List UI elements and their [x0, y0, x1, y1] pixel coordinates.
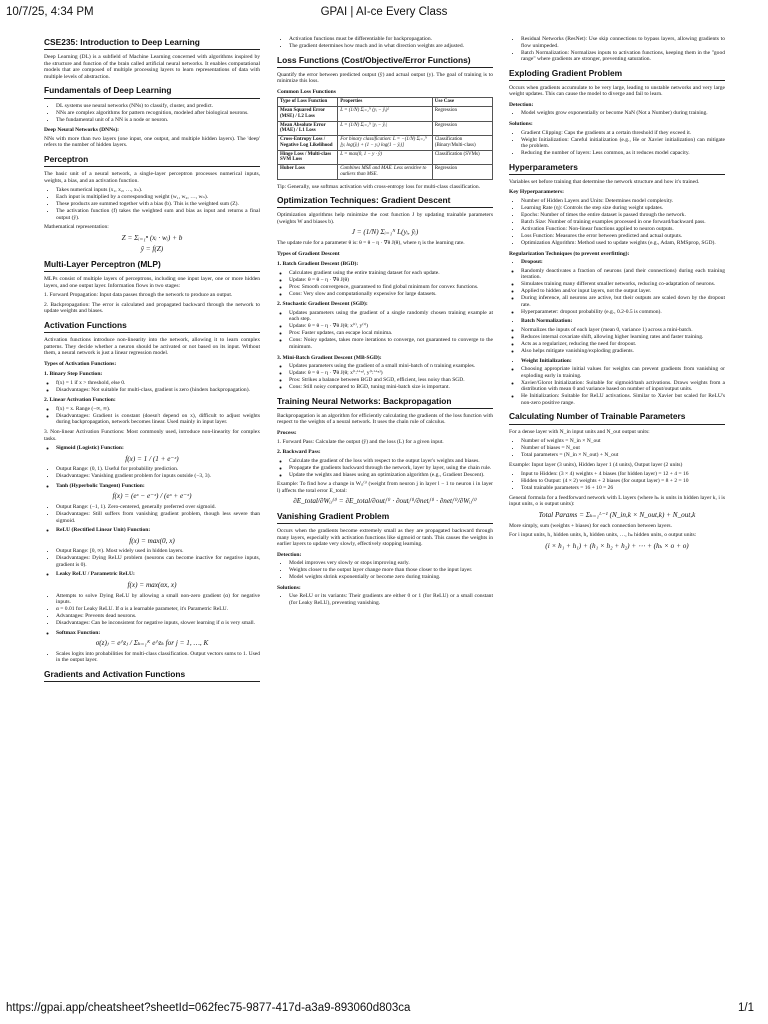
exploding-detection-heading: Detection:: [509, 101, 534, 108]
relu-heading: ◦ ReLU (Rectified Linear Unit) Function:: [56, 527, 260, 534]
print-url: https://gpai.app/cheatsheet?sheetId=062fec75-9877-417d-a3a9-893060d803ca: [6, 1002, 411, 1014]
general-formula-text: General formula for a feedforward network with L layers (where hₖ is units in hidden layer k, i is input units, o is output units):: [509, 494, 725, 508]
intro-text: Deep Learning (DL) is a subfield of Machine Learning concerned with algorithms inspired by the structure and function of the brain called artificial neural networks. It enables computational models that are composed of multiple processing layers to learn representations of data with multiple levels of abstraction.: [44, 54, 260, 80]
backward-pass-heading: 2. Backward Pass:: [277, 449, 321, 456]
key-hyperparameters-heading: Key Hyperparameters:: [509, 189, 564, 196]
relu-list: [44, 548, 260, 568]
table-cell: Classification (Binary/Multi-class): [432, 136, 492, 151]
softmax-heading: ◦ Softmax Function:: [56, 630, 260, 637]
list-item: ◦ Pros: Faster updates, can escape local minima.: [289, 330, 493, 337]
leaky-relu-equation: f(x) = max(αx, x): [127, 580, 177, 589]
list-item: ◦ Calculates gradient using the entire training dataset for each update.: [289, 270, 493, 277]
table-cell: Combines MSE and MAE. Less sensitive to outliers than MSE.: [338, 165, 433, 180]
list-item: ◦ Also helps mitigate vanishing/exploding gradients.: [521, 348, 725, 355]
list-item: ◦ f(x) = 1 if x > threshold, else 0.: [56, 380, 260, 387]
list-item: • Total trainable parameters = 16 + 10 = 26: [521, 485, 725, 492]
list-item: • α = 0.01 for Leaky ReLU. If α is a learnable parameter, it's Parametric ReLU.: [56, 606, 260, 613]
list-item: • Weight Initialization: Careful initialization (e.g., He or Xavier initialization) can mitigate the problem.: [521, 137, 725, 150]
loss-intro: Quantify the error between predicted output (ŷ) and actual output (y). The goal of training is to minimize this loss.: [277, 71, 493, 85]
key-hyperparameters-list: [509, 198, 725, 247]
trainable-params-list: [509, 438, 725, 459]
list-item: • Total parameters = (N_in × N_out) + N_out: [521, 452, 725, 459]
regularization-heading: Regularization Techniques (to prevent overfitting):: [509, 250, 630, 257]
perceptron-intro: The basic unit of a neural network, a single-layer perceptron processes numerical inputs, weights, a bias, and an activation function.: [44, 171, 260, 184]
section-activation-title: Activation Functions: [44, 321, 260, 333]
print-page-title: GPAI | AI-ce Every Class: [320, 6, 448, 18]
list-item: • Each input is multiplied by a corresponding weight (w₁, w₂, …, wₙ).: [56, 194, 260, 201]
list-item: ◦ Update the weights and biases using an optimization algorithm (e.g., Gradient Descent).: [289, 472, 493, 479]
bgd-heading: 1. Batch Gradient Descent (BGD):: [277, 261, 359, 268]
list-item: • The fundamental unit of a NN is a node or neuron.: [56, 117, 260, 124]
bgd-list: [277, 270, 493, 298]
section-optimization-title: Optimization Techniques: Gradient Descent: [277, 196, 493, 208]
section-hyperparameters-title: Hyperparameters: [509, 163, 725, 175]
general-formula-equation: Total Params = Σₖ₌₁ᴸ⁻¹ (N_in,k × N_out,k) + N_out,k: [538, 510, 696, 519]
list-item: ◦ Cons: Still noisy compared to BGD, tuning mini-batch size is important.: [289, 384, 493, 391]
list-item: ◦ Simulates training many different smaller networks, reducing co-adaptation of neurons.: [521, 281, 725, 288]
table-row: [278, 165, 493, 180]
list-item: • Residual Networks (ResNet): Use skip connections to bypass layers, allowing gradients to flow unimpeded.: [521, 36, 725, 49]
loss-table-body: [278, 107, 493, 180]
table-cell: Mean Absolute Error (MAE) / L1 Loss: [278, 121, 338, 136]
list-item: • Scales logits into probabilities for multi-class classification. Output vectors sums to 1. Used in the output layer.: [56, 651, 260, 664]
binary-step-list: [44, 380, 260, 394]
tanh-heading: ◦ Tanh (Hyperbolic Tangent) Function:: [56, 483, 260, 490]
sigmoid-heading: ◦ Sigmoid (Logistic) Function:: [56, 445, 260, 452]
column-3: [509, 36, 725, 928]
vanishing-solutions-cont-list: [509, 36, 725, 63]
list-item: ◦ Cons: Very slow and computationally expensive for large datasets.: [289, 291, 493, 298]
dropout-list: [509, 268, 725, 316]
vanishing-detection-list: [277, 560, 493, 581]
list-item: ◦ Update: θ = θ − η · ∇θ J(θ; x⁽ⁱ⁾, y⁽ⁱ⁾): [289, 323, 493, 330]
list-item: • Disadvantages: Dying ReLU problem (neurons can become inactive for negative inputs, gradient is 0).: [56, 555, 260, 568]
batchnorm-list: [509, 327, 725, 355]
list-item: • Weights closer to the output layer change more than those closer to the input layer.: [289, 567, 493, 574]
cost-function-equation: J = (1/N) Σᵢ₌₁ᴺ L(yᵢ, ŷᵢ): [351, 228, 419, 237]
list-item: • Activation functions must be differentiable for backpropagation.: [289, 36, 493, 43]
perceptron-math-label: Mathematical representation:: [44, 224, 109, 231]
loss-table-header-row: [278, 98, 493, 107]
list-item: • Output Range: [0, ∞). Most widely used in hidden layers.: [56, 548, 260, 555]
linear-activation-list: [44, 406, 260, 426]
activation-types-heading: Types of Activation Functions:: [44, 360, 117, 367]
loss-tip: Tip: Generally, use softmax activation with cross-entropy loss for multi-class classification.: [277, 183, 481, 190]
forward-pass-text: 1. Forward Pass: Calculate the output (ŷ) and the loss (L) for a given input.: [277, 438, 444, 445]
list-item: • Takes numerical inputs (x₁, x₂, …, xₙ).: [56, 187, 260, 194]
mlp-step-forward: 1. Forward Propagation: Input data passes through the network to produce an output.: [44, 292, 233, 299]
table-cell: Hinge Loss / Multi-class SVM Loss: [278, 150, 338, 165]
list-item: • Number of Hidden Layers and Units: Determines model complexity.: [521, 198, 725, 205]
table-cell: Regression: [432, 107, 492, 122]
list-item: ◦ During inference, all neurons are active, but their outputs are scaled down by the dropout rate.: [521, 295, 725, 308]
backprop-intro: Backpropagation is an algorithm for efficiently calculating the gradients of the loss function with respect to the weights of a neural network. It uses the chain rule of calculus.: [277, 412, 493, 426]
nonlinear-heading: 3. Non-linear Activation Functions: Most commonly used, introduce non-linearity for complex tasks.: [44, 429, 260, 442]
vanishing-detection-heading: Detection:: [277, 551, 302, 558]
list-item: • Disadvantages: Vanishing gradient problem for inputs outside (−3, 3).: [56, 473, 260, 480]
table-cell: L = (1/N) Σᵢ₌₁ᴺ |yᵢ − ŷᵢ|: [338, 121, 433, 136]
exploding-solutions-heading: Solutions:: [509, 120, 533, 127]
section-fundamentals-title: Fundamentals of Deep Learning: [44, 86, 260, 98]
list-item: • DL systems use neural networks (NNs) to classify, cluster, and predict.: [56, 103, 260, 110]
print-page-number: 1/1: [738, 1002, 754, 1014]
table-cell: L = (1/N) Σᵢ₌₁ᴺ (yᵢ − ŷᵢ)²: [338, 107, 433, 122]
table-cell: Classification (SVMs): [432, 150, 492, 165]
backward-pass-list: [277, 458, 493, 479]
dnn-heading: Deep Neural Networks (DNNs):: [44, 127, 120, 134]
list-item: • Model weights shrink exponentially or become zero during training.: [289, 574, 493, 581]
list-item: ◦ Acts as a regularizer, reducing the need for dropout.: [521, 341, 725, 348]
backprop-example: Example: To find how a change in Wᵢⱼ⁽ˡ⁾ (weight from neuron j in layer l − 1 to neuron i in layer l) affects the total error E_total:: [277, 481, 493, 494]
chain-rule-equation: ∂E_total/∂Wᵢⱼ⁽ˡ⁾ = ∂E_total/∂outᵢ⁽ˡ⁾ · ∂outᵢ⁽ˡ⁾/∂netᵢ⁽ˡ⁾ · ∂netᵢ⁽ˡ⁾/∂Wᵢⱼ⁽ˡ⁾: [293, 497, 477, 506]
list-item: ◦ Randomly deactivates a fraction of neurons (and their connections) during each training iteration.: [521, 268, 725, 281]
list-item: ◦ Disadvantages: Gradient is constant (doesn't depend on x), difficult to adjust weights during backpropagation, network becomes linear. Used mainly in input layer.: [56, 413, 260, 426]
gradients-list: [277, 36, 493, 50]
dnn-text: NNs with more than two layers (one input, one output, and multiple hidden layers). The 'deep' refers to the number of hidden layers.: [44, 135, 260, 149]
dropout-heading: • Dropout:: [521, 259, 725, 266]
list-item: ◦ Cons: Noisy updates, takes more iterations to converge, not guaranteed to converge to the minimum.: [289, 337, 493, 350]
list-item: • Input to Hidden: (3 × 4) weights + 4 biases (for hidden layer) = 12 + 4 = 16: [521, 471, 725, 478]
leaky-relu-heading: ◦ Leaky ReLU / Parametric ReLU:: [56, 571, 260, 578]
list-item: • Epochs: Number of times the entire dataset is passed through the network.: [521, 212, 725, 219]
list-item: • The gradient determines how much and in what direction weights are adjusted.: [289, 43, 493, 50]
list-item: ◦ Update: θ = θ − η · ∇θ J(θ; x⁽ⁱ:ⁱ⁺ⁿ⁾, y⁽ⁱ:ⁱ⁺ⁿ⁾): [289, 370, 493, 377]
table-cell: Regression: [432, 165, 492, 180]
section-trainable-params-title: Calculating Number of Trainable Parameters: [509, 412, 725, 424]
list-item: ◦ Xavier/Glorot Initialization: Suitable for sigmoid/tanh activations. Draws weights from a distribution with mean 0 and variance based on number of input/output units.: [521, 380, 725, 393]
exploding-intro: Occurs when gradients accumulate to be very large, leading to unstable networks and very large weight updates. This can cause the model to diverge and fail to learn.: [509, 84, 725, 98]
weight-init-list: [509, 366, 725, 406]
optimization-intro: Optimization algorithms help minimize the cost function J by updating trainable parameters (weights W and biases b).: [277, 212, 493, 225]
list-item: • These products are summed together with a bias (b). This is the weighted sum (Z).: [56, 201, 260, 208]
table-row: [278, 150, 493, 165]
weight-init-heading: • Weight Initialization:: [521, 358, 725, 365]
loss-table-header: Type of Loss Function: [278, 98, 338, 107]
table-cell: Cross-Entropy Loss / Negative Log Likelihood: [278, 136, 338, 151]
sgd-list: [277, 310, 493, 351]
section-gradients-title: Gradients and Activation Functions: [44, 670, 260, 682]
list-item: • Activation Function: Non-linear functions applied to neuron outputs.: [521, 226, 725, 233]
simple-formula-text: More simply, sum (weights + biases) for each connection between layers.: [509, 522, 672, 529]
table-cell: L = max(0, 1 − y · ŷ): [338, 150, 433, 165]
table-row: [278, 107, 493, 122]
print-datetime: 10/7/25, 4:34 PM: [6, 6, 94, 18]
list-item: • Batch Normalization: Normalizes inputs to activation functions, keeping them in the "good range" where gradients are stronger, preventing saturation.: [521, 50, 725, 63]
list-item: • Output Range: (0, 1). Useful for probability prediction.: [56, 466, 260, 473]
table-cell: Mean Squared Error (MSE) / L2 Loss: [278, 107, 338, 122]
list-item: • Loss Function: Measures the error between predicted and actual outputs.: [521, 233, 725, 240]
list-item: ◦ Applied to hidden and/or input layers, not the output layer.: [521, 288, 725, 295]
column-2: [277, 36, 493, 928]
section-loss-title: Loss Functions (Cost/Objective/Error Functions): [277, 56, 493, 68]
trainable-params-example: Example: Input layer (3 units), Hidden layer 1 (4 units), Output layer (2 units): [509, 461, 683, 468]
vanishing-solutions-heading: Solutions:: [277, 584, 301, 591]
section-perceptron-title: Perceptron: [44, 155, 260, 167]
list-item: • Disadvantages: Still suffers from vanishing gradient problem, though less severe than sigmoid.: [56, 511, 260, 524]
exploding-solutions-list: [509, 130, 725, 157]
list-item: • Gradient Clipping: Caps the gradients at a certain threshold if they exceed it.: [521, 130, 725, 137]
list-item: • Reducing the number of layers: Less common, as it reduces model capacity.: [521, 150, 725, 157]
list-item: • Advantages: Prevents dead neurons.: [56, 613, 260, 620]
list-item: ◦ f(x) = x. Range (−∞, ∞).: [56, 406, 260, 413]
table-row: [278, 121, 493, 136]
loss-functions-table: [277, 97, 493, 179]
list-item: • Attempts to solve Dying ReLU by allowing a small non-zero gradient (α) for negative inputs.: [56, 593, 260, 606]
linear-activation-heading: 2. Linear Activation Function:: [44, 397, 116, 404]
list-item: ◦ Updates parameters using the gradient of a small mini-batch of n training examples.: [289, 363, 493, 370]
list-item: • Hidden to Output: (4 × 2) weights + 2 biases (for output layer) = 8 + 2 = 10: [521, 478, 725, 485]
list-item: ◦ Updates parameters using the gradient of a single randomly chosen training example at each step.: [289, 310, 493, 323]
vanishing-solutions-list: [277, 593, 493, 606]
vanishing-intro: Occurs when the gradients become extremely small as they are propagated backward through many layers, especially with activation functions like sigmoid or tanh. This causes the weights in earlier layers to update very slowly, effectively stopping learning.: [277, 528, 493, 548]
list-item: • Number of biases = N_out: [521, 445, 725, 452]
process-heading: Process:: [277, 430, 297, 436]
list-item: ◦ Propagate the gradients backward through the network, layer by layer, using the chain rule.: [289, 465, 493, 472]
sigmoid-list: [44, 466, 260, 480]
tanh-equation: f(x) = (eˣ − e⁻ˣ) / (eˣ + e⁻ˣ): [112, 492, 192, 501]
trainable-params-example-list: [509, 471, 725, 492]
update-rule-text: The update rule for a parameter θ is: θ = θ − η · ∇θ J(θ), where η is the learning rate.: [277, 240, 465, 247]
loss-table-header: Properties: [338, 98, 433, 107]
common-loss-heading: Common Loss Functions: [277, 88, 336, 95]
simple-formula-text-2: For i input units, h₁ hidden units, h₂ hidden units, …, hₖ hidden units, o output units:: [509, 532, 697, 539]
section-mlp-title: Multi-Layer Perceptron (MLP): [44, 260, 260, 272]
list-item: • NNs are complex algorithms for pattern recognition, modeled after biological neurons.: [56, 110, 260, 117]
hyperparameters-intro: Variables set before training that determine the network structure and how it's trained.: [509, 178, 700, 185]
minibatch-list: [277, 363, 493, 391]
table-cell: For binary classification: L = −(1/N) Σᵢ₌₁ᴺ [yᵢ log(ŷᵢ) + (1 − yᵢ) log(1 − ŷᵢ)]: [338, 136, 433, 151]
fundamentals-list: [44, 103, 260, 124]
batchnorm-heading: • Batch Normalization:: [521, 318, 725, 325]
list-item: • Use ReLU or its variants: Their gradients are either 0 or 1 (for ReLU) or a small constant (for Leaky ReLU), preventing vanishing.: [289, 593, 493, 606]
loss-table-header: Use Case: [432, 98, 492, 107]
table-cell: Regression: [432, 121, 492, 136]
section-vanishing-title: Vanishing Gradient Problem: [277, 512, 493, 524]
activation-intro: Activation functions introduce non-linearity into the network, allowing it to learn complex patterns. They decide whether a neuron should be activated or not based on its input. Without them, a neural network is just a linear regression model.: [44, 337, 260, 357]
list-item: • Model weights grow exponentially or become NaN (Not a Number) during training.: [521, 110, 725, 117]
list-item: ◦ Hyperparameter: dropout probability (e.g., 0.2-0.5 is common).: [521, 309, 725, 316]
relu-equation: f(x) = max(0, x): [129, 536, 175, 545]
list-item: ◦ Reduces internal covariate shift, allowing higher learning rates and faster training.: [521, 334, 725, 341]
table-cell: Huber Loss: [278, 165, 338, 180]
browser-print-footer: [0, 1002, 768, 1018]
section-exploding-title: Exploding Gradient Problem: [509, 69, 725, 81]
trainable-params-intro: For a dense layer with N_in input units and N_out output units:: [509, 428, 650, 435]
minibatch-heading: 3. Mini-Batch Gradient Descent (MB-SGD):: [277, 354, 382, 361]
mlp-intro: MLPs consist of multiple layers of perceptrons, including one input layer, one or more hidden layers, and one output layer. Information flows in two stages:: [44, 276, 260, 289]
mlp-step-backprop: 2. Backpropagation: The error is calculated and propagated backward through the network to update weights and biases.: [44, 301, 260, 315]
list-item: ◦ Normalizes the inputs of each layer (mean 0, variance 1) across a mini-batch.: [521, 327, 725, 334]
perceptron-equation-output: ŷ = f(Z): [140, 245, 164, 254]
list-item: ◦ He Initialization: Suitable for ReLU activations. Similar to Xavier but scaled for ReLU's non-zero positive range.: [521, 393, 725, 406]
list-item: • Batch Size: Number of training examples processed in one forward/backward pass.: [521, 219, 725, 226]
column-1: [44, 36, 260, 928]
table-row: [278, 136, 493, 151]
section-backprop-title: Training Neural Networks: Backpropagation: [277, 397, 493, 409]
list-item: • Model improves very slowly or stops improving early.: [289, 560, 493, 567]
browser-print-header: [0, 6, 768, 22]
gd-types-heading: Types of Gradient Descent: [277, 250, 340, 257]
tanh-list: [44, 504, 260, 524]
simple-formula-equation: (i × h₁ + h₁) + (h₁ × h₂ + h₂) + ⋯ + (hₖ × o + o): [545, 541, 689, 550]
binary-step-heading: 1. Binary Step Function:: [44, 371, 103, 378]
perceptron-equation-sum: Z = Σᵢ₌₁ⁿ (xᵢ · wᵢ) + b: [121, 233, 183, 242]
sigmoid-equation: f(x) = 1 / (1 + e⁻ˣ): [125, 454, 179, 463]
list-item: • Optimization Algorithm: Method used to update weights (e.g., Adam, RMSprop, SGD).: [521, 240, 725, 247]
list-item: ◦ Calculate the gradient of the loss with respect to the output layer's weights and biases.: [289, 458, 493, 465]
softmax-equation: σ(z)ⱼ = e^zⱼ / Σₖ₌₁ᴷ e^zₖ for j = 1, …, K: [95, 639, 209, 648]
leaky-relu-list: [44, 593, 260, 627]
exploding-detection-list: [509, 110, 725, 117]
list-item: ◦ Disadvantages: Not suitable for multi-class, gradient is zero (hinders backpropagation).: [56, 387, 260, 394]
list-item: ◦ Pros: Smooth convergence, guaranteed to find global minimum for convex functions.: [289, 284, 493, 291]
list-item: • The activation function (f) takes the weighted sum and bias as input and returns a final output (ŷ).: [56, 208, 260, 221]
list-item: • Number of weights = N_in × N_out: [521, 438, 725, 445]
sgd-heading: 2. Stochastic Gradient Descent (SGD):: [277, 301, 368, 308]
list-item: ◦ Choosing appropriate initial values for weights can prevent gradients from vanishing or exploding early in training.: [521, 366, 725, 379]
softmax-list: [44, 651, 260, 664]
list-item: ◦ Pros: Strikes a balance between BGD and SGD, efficient, less noisy than SGD.: [289, 377, 493, 384]
list-item: • Disadvantages: Can be inconsistent for negative inputs, slower learning if α is very small.: [56, 620, 260, 627]
list-item: ◦ Update: θ = θ − η · ∇θ J(θ): [289, 277, 493, 284]
doc-title: CSE235: Introduction to Deep Learning: [44, 38, 260, 50]
list-item: • Learning Rate (η): Controls the step size during weight updates.: [521, 205, 725, 212]
perceptron-list: [44, 187, 260, 221]
list-item: • Output Range: (−1, 1). Zero-centered, generally preferred over sigmoid.: [56, 504, 260, 511]
